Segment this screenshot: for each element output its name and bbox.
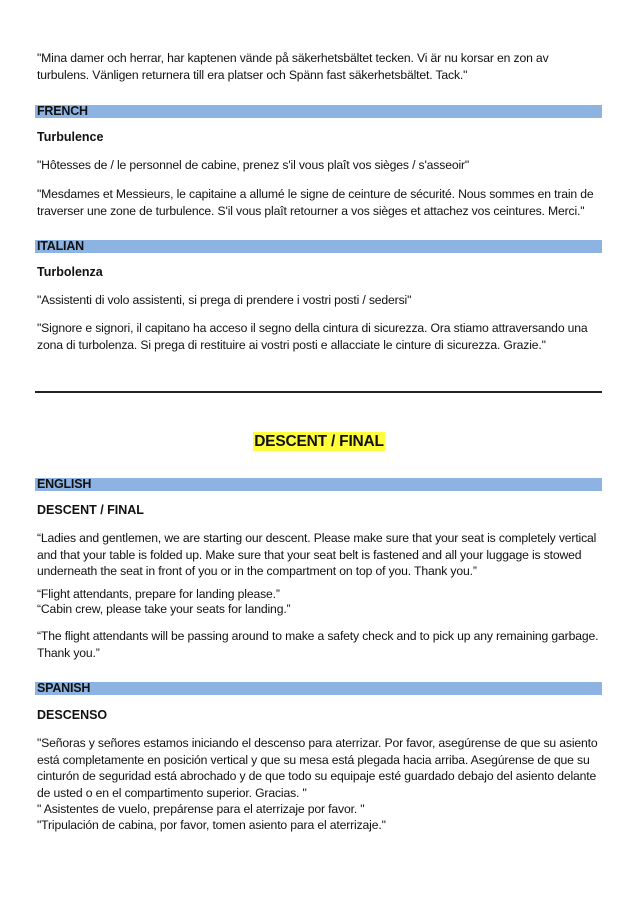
english-announcement: “Ladies and gentlemen, we are starting our descent. Please make sure that your seat is completely vertical and that your table is folded up. Make sure that your seat belt is fastened and all your luggage is stowed underneath the seat in front of you or in the compartment on top of you. Thank you.” bbox=[37, 531, 597, 578]
french-announcement: "Mesdames et Messieurs, le capitaine a allumé le signe de ceinture de sécurité. Nous sommes en train de traverser une zone de turbulence. S'il vous plaît retourner a vos sièges et attachez vos ceintures. Merci." bbox=[37, 187, 594, 218]
french-header-label: FRENCH bbox=[37, 104, 88, 118]
english-section-header bbox=[35, 478, 602, 491]
spanish-crew-line-2: "Tripulación de cabina, por favor, tomen asiento para el aterrizaje." bbox=[37, 818, 386, 832]
italian-crew-line: "Assistenti di volo assistenti, si prega di prendere i vostri posti / sedersi" bbox=[37, 293, 412, 307]
italian-section-header bbox=[35, 240, 602, 253]
spanish-section-header bbox=[35, 682, 602, 695]
section-title-wrap bbox=[0, 432, 638, 451]
english-header-label: ENGLISH bbox=[37, 477, 92, 491]
english-crew-line-1: “Flight attendants, prepare for landing please.” bbox=[37, 587, 280, 601]
italian-header-label: ITALIAN bbox=[37, 239, 84, 253]
english-safety-check: “The flight attendants will be passing around to make a safety check and to pick up any remaining garbage. Thank you.” bbox=[37, 629, 599, 660]
swedish-announcement: "Mina damer och herrar, har kaptenen vände på säkerhetsbältet tecken. Vi är nu korsar en zon av turbulens. Vänligen returnera till era platser och Spänn fast säkerhetsbältet. Tack." bbox=[37, 51, 549, 82]
english-title: DESCENT / FINAL bbox=[37, 503, 144, 517]
french-section-header bbox=[35, 105, 602, 118]
french-title: Turbulence bbox=[37, 130, 104, 144]
italian-announcement: "Signore e signori, il capitano ha acceso il segno della cintura di sicurezza. Ora stiamo attraversando una zona di turbolenza. Si prega di restituire ai vostri posti e allacciate le cinture di sicurezza. Grazie." bbox=[37, 321, 588, 352]
section-title: DESCENT / FINAL bbox=[254, 433, 384, 450]
spanish-crew-line-1: " Asistentes de vuelo, prepárense para el aterrizaje por favor. " bbox=[37, 802, 365, 816]
spanish-title: DESCENSO bbox=[37, 708, 108, 722]
spanish-header-label: SPANISH bbox=[37, 681, 91, 695]
english-crew-line-2: “Cabin crew, please take your seats for landing.” bbox=[37, 602, 291, 616]
french-crew-line: "Hôtesses de / le personnel de cabine, prenez s'il vous plaît vos sièges / s'asseoir" bbox=[37, 158, 470, 172]
italian-title: Turbolenza bbox=[37, 265, 103, 279]
section-divider bbox=[35, 391, 602, 393]
spanish-announcement: "Señoras y señores estamos iniciando el descenso para aterrizar. Por favor, asegúrense de que su asiento está completamente en posición vertical y que su mesa está plegada hacia arriba. Asegúrense de que su cinturón de seguridad está abrochado y de que todo su equipaje esté guardado debajo del asiento delante de usted o en el compartimento superior. Gracias. " bbox=[37, 736, 598, 800]
